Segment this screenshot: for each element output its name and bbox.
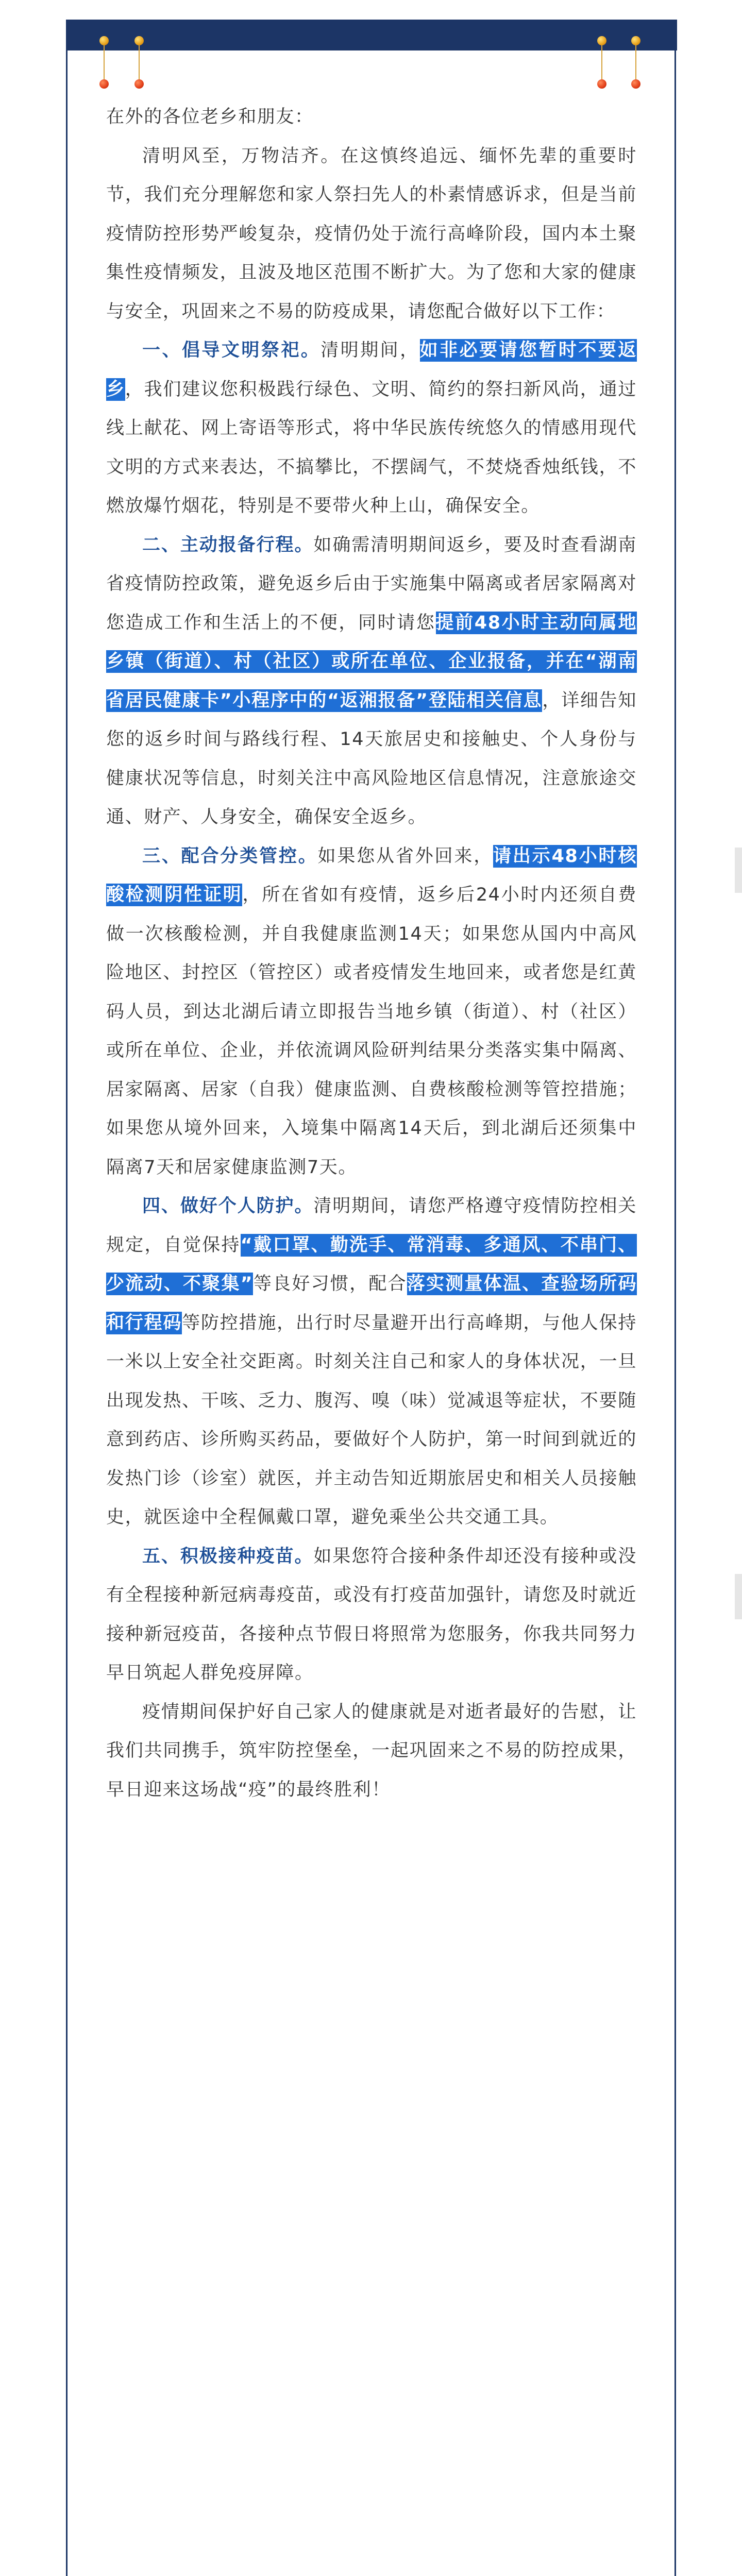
section-3: 三、配合分类管控。如果您从省外回来，请出示48小时核酸检测阴性证明，所在省如有疫情，返乡后24小时内还须自费做一次核酸检测，并自我健康监测14天；如果您从国内中高风险地区、封控区（管控区）或者疫情发生地回来，或者您是红黄码人员，到达北湖后请立即报告当地乡镇（街道）、村（社区）或所在单位、企业，并依流调风险研判结果分类落实集中隔离、居家隔离、居家（自我）健康监测、自费核酸检测等管控措施；如果您从境外回来，入境集中隔离14天后，到北湖后还须集中隔离7天和居家健康监测7天。 xyxy=(106,845,637,1178)
section-1-heading: 一、倡导文明祭祀。 xyxy=(142,340,321,361)
section-3-heading: 三、配合分类管控。 xyxy=(142,845,318,867)
highlight-no-return: 如非必要请您暂时不要返乡 xyxy=(106,340,637,400)
letter-body xyxy=(106,98,637,1809)
closing-paragraph: 疫情期间保护好自己家人的健康就是对逝者最好的告慰，让我们共同携手，筑牢防控堡垒，一起巩固来之不易的防控成果，早日迎来这场战“疫”的最终胜利！ xyxy=(106,1701,637,1800)
section-1: 一、倡导文明祭祀。清明期间，如非必要请您暂时不要返乡，我们建议您积极践行绿色、文明、简约的祭扫新风尚，通过线上献花、网上寄语等形式，将中华民族传统悠久的情感用现代文明的方式来表达，不搞攀比，不摆阔气，不焚烧香烛纸钱，不燃放爆竹烟花，特别是不要带火种上山，确保安全。 xyxy=(106,340,637,516)
section-2-heading: 二、主动报备行程。 xyxy=(142,534,314,555)
section-5-heading: 五、积极接种疫苗。 xyxy=(142,1546,314,1567)
highlight-temperature-codes: 落实测量体温、查验场所码和行程码 xyxy=(106,1274,637,1333)
section-4-heading: 四、做好个人防护。 xyxy=(142,1196,314,1216)
intro-paragraph: 清明风至，万物洁齐。在这慎终追远、缅怀先辈的重要时节，我们充分理解您和家人祭扫先人的朴素情感诉求，但是当前疫情防控形势严峻复杂，疫情仍处于流行高峰阶段，国内本土聚集性疫情频发，且波及地区范围不断扩大。为了您和大家的健康与安全，巩固来之不易的防疫成果，请您配合做好以下工作： xyxy=(106,145,637,322)
section-2: 二、主动报备行程。如确需清明期间返乡，要及时查看湖南省疫情防控政策，避免返乡后由于实施集中隔离或者居家隔离对您造成工作和生活上的不便，同时请您提前48小时主动向属地乡镇（街道）、村（社区）或所在单位、企业报备，并在“湖南省居民健康卡”小程序中的“返湘报备”登陆相关信息，详细告知您的返乡时间与路线行程、14天旅居史和接触史、个人身份与健康状况等信息，时刻关注中高风险地区信息情况，注意旅途交通、财产、人身安全，确保安全返乡。 xyxy=(106,534,637,827)
greeting: 在外的各位老乡和朋友： xyxy=(106,107,314,127)
scroll-marker-1 xyxy=(735,848,742,893)
scroll-marker-2 xyxy=(735,1574,742,1619)
section-4: 四、做好个人防护。清明期间，请您严格遵守疫情防控相关规定，自觉保持“戴口罩、勤洗手、常消毒、多通风、不串门、少流动、不聚集”等良好习惯，配合落实测量体温、查验场所码和行程码等防控措施，出行时尽量避开出行高峰期，与他人保持一米以上安全社交距离。时刻关注自己和家人的身体状况，一旦出现发热、干咳、乏力、腹泻、嗅（味）觉减退等症状，不要随意到药店、诊所购买药品，要做好个人防护，第一时间到就近的发热门诊（诊室）就医，并主动告知近期旅居史和相关人员接触史，就医途中全程佩戴口罩，避免乘坐公共交通工具。 xyxy=(106,1196,637,1528)
highlight-nucleic-test: 请出示48小时核酸检测阴性证明 xyxy=(106,845,637,905)
section-5: 五、积极接种疫苗。如果您符合接种条件却还没有接种或没有全程接种新冠病毒疫苗，或没有打疫苗加强针，请您及时就近接种新冠疫苗，各接种点节假日将照常为您服务，你我共同努力早日筑起人群免疫屏障。 xyxy=(106,1546,637,1683)
highlight-report-48h: 提前48小时主动向属地乡镇（街道）、村（社区）或所在单位、企业报备，并在“湖南省居民健康卡”小程序中的“返湘报备”登陆相关信息 xyxy=(106,612,637,711)
highlight-habits: “戴口罩、勤洗手、常消毒、多通风、不串门、少流动、不聚集” xyxy=(106,1234,637,1294)
header-bar xyxy=(66,20,677,50)
